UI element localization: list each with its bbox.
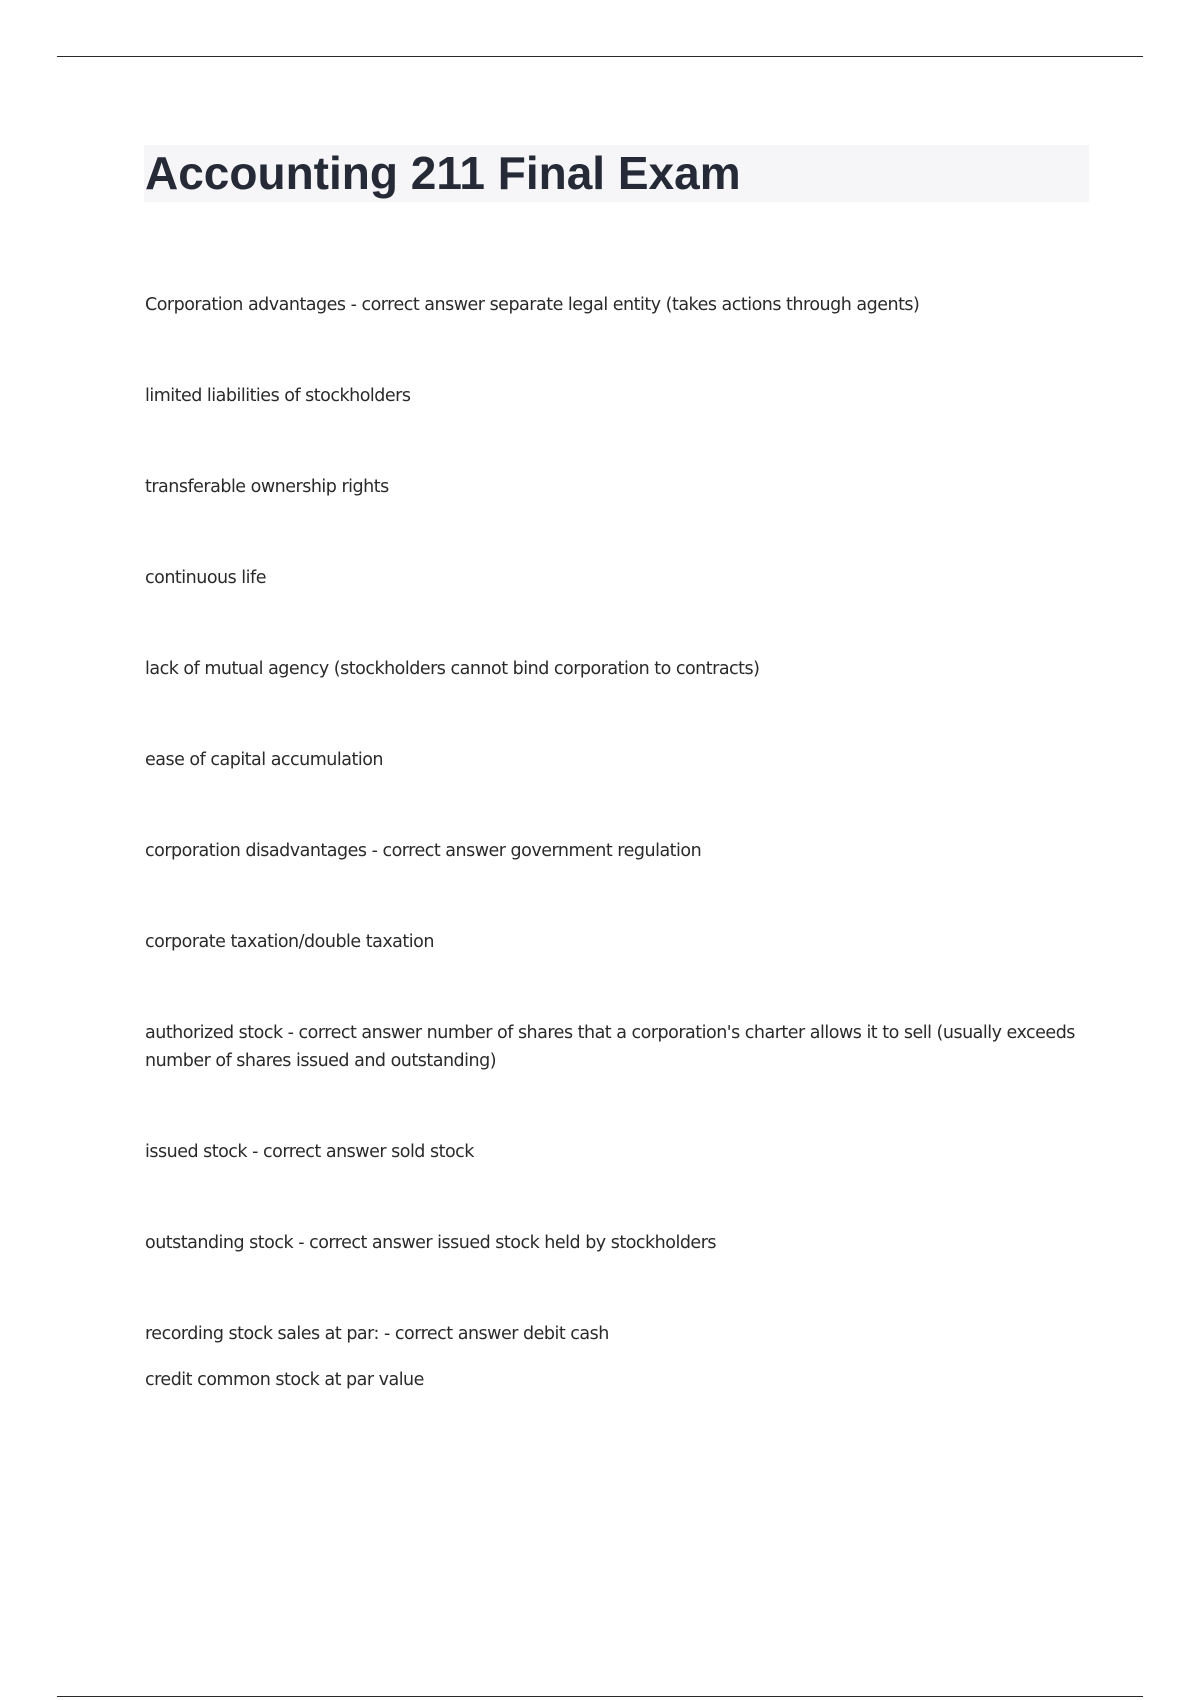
text-line: corporate taxation/double taxation: [145, 932, 434, 952]
text-line: Corporation advantages - correct answer separate legal entity (takes actions through agents): [145, 295, 920, 315]
text-line: limited liabilities of stockholders: [145, 386, 411, 406]
text-line: outstanding stock - correct answer issued stock held by stockholders: [145, 1233, 717, 1253]
text-line: transferable ownership rights: [145, 477, 389, 497]
text-line: ease of capital accumulation: [145, 750, 383, 770]
top-rule: [57, 56, 1143, 57]
text-line: issued stock - correct answer sold stock: [145, 1142, 474, 1162]
bottom-rule: [57, 1696, 1143, 1697]
text-line: authorized stock - correct answer number of shares that a corporation's charter allows it to sell (usually exceeds number of shares issued and outstanding): [145, 1023, 1075, 1071]
text-line: continuous life: [145, 568, 266, 588]
text-line: credit common stock at par value: [145, 1370, 424, 1390]
text-line: recording stock sales at par: - correct answer debit cash: [145, 1324, 609, 1344]
text-line: corporation disadvantages - correct answer government regulation: [145, 841, 702, 861]
document-title: Accounting 211 Final Exam: [145, 147, 741, 199]
text-line: lack of mutual agency (stockholders cannot bind corporation to contracts): [145, 659, 760, 679]
